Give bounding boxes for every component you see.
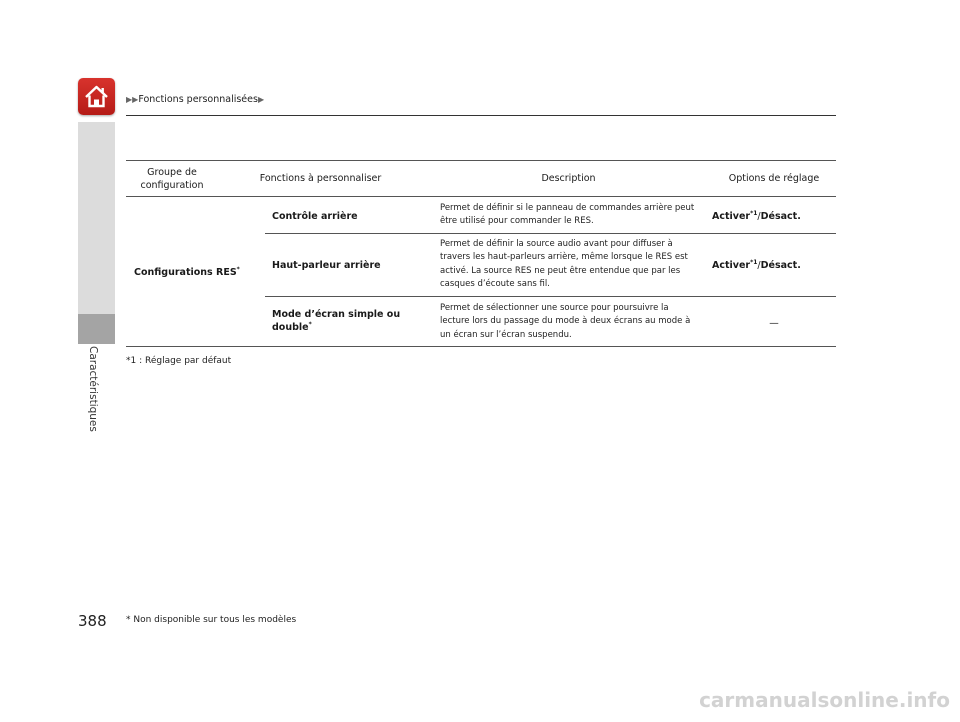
sidebar-section-marker (78, 314, 115, 344)
option-value: — (769, 318, 779, 329)
table-top-line (126, 160, 836, 161)
function-description: Permet de sélectionner une source pour poursuivre la lecture lors du passage du mode à deux écrans au mode à un écran sur l’écran suspendu. (440, 303, 691, 340)
home-icon (78, 78, 115, 115)
header-bottom-line (126, 196, 836, 197)
function-name: Haut-parleur arrière (272, 260, 381, 271)
option-value: Activer$^{*1}$/Désact. (712, 209, 801, 222)
option-value: Activer$^{*1}$/Désact. (712, 258, 801, 271)
row-divider (265, 233, 836, 234)
triangle-right-icon: ▶▶ (126, 95, 139, 104)
watermark: carmanualsonline.info (699, 688, 950, 712)
table-footnote: *1 : Réglage par défaut (126, 356, 232, 366)
group-label: Configurations RES* (134, 265, 240, 278)
header-group: Groupe de configuration (140, 167, 204, 191)
table-bottom-line (126, 346, 836, 347)
header-options: Options de réglage (728, 173, 820, 184)
header-description: Description (541, 173, 596, 184)
sidebar-section-label: Caractéristiques (87, 346, 99, 432)
header-rule (126, 115, 836, 116)
home-button[interactable] (78, 78, 115, 115)
breadcrumb (126, 94, 264, 105)
page-number: 388 (78, 612, 107, 630)
triangle-right-icon: ▶ (257, 95, 265, 104)
function-description: Permet de définir la source audio avant pour diffuser à travers les haut-parleurs arrière, même lorsque le RES est activé. La source RES ne peut être entendue que par les casques d’écoute sans fil. (440, 239, 688, 289)
breadcrumb-link[interactable]: Fonctions personnalisées (138, 94, 258, 105)
function-name: Mode d’écran simple ou double* (272, 309, 401, 333)
function-description: Permet de définir si le panneau de commandes arrière peut être utilisé pour commander le RES. (440, 203, 695, 227)
header-function: Fonctions à personnaliser (259, 173, 382, 184)
function-name: Contrôle arrière (272, 211, 358, 222)
row-divider (265, 296, 836, 297)
availability-note: * Non disponible sur tous les modèles (126, 615, 297, 625)
sidebar-track (78, 122, 115, 314)
